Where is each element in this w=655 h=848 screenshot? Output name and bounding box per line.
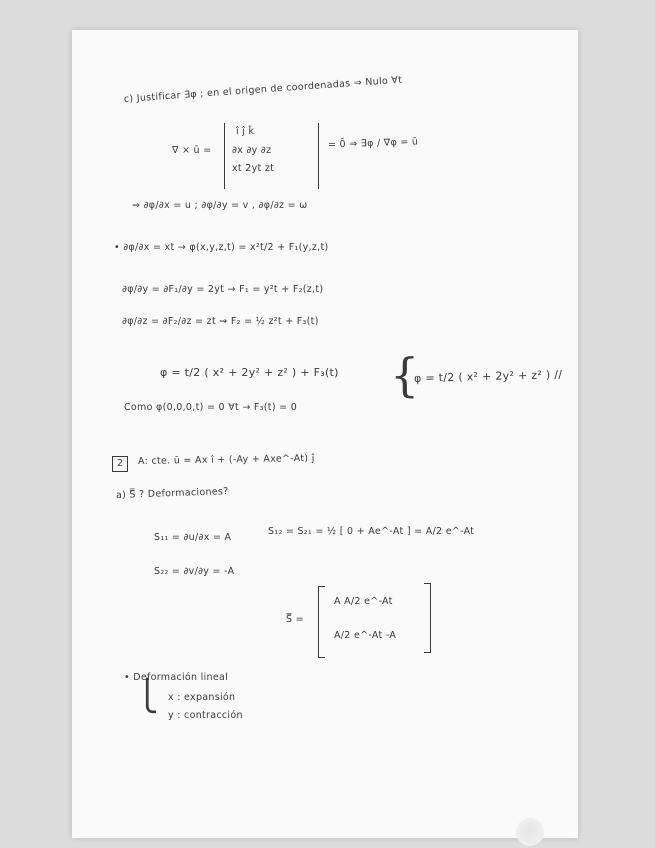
s22-eq: S₂₂ = ∂v/∂y = -A — [154, 566, 235, 577]
potential-relations: ⇒ ∂φ/∂x = u ; ∂φ/∂y = v , ∂φ/∂z = ω — [132, 200, 308, 211]
result-brace: { — [390, 348, 420, 402]
integrate-z: ∂φ/∂z = ∂F₂/∂z = zt ⇝ F₂ = ½ z²t + F₃(t) — [122, 316, 319, 327]
det-row-3: xt 2yt zt — [232, 163, 275, 174]
phi-general: φ = t/2 ( x² + 2y² + z² ) + F₃(t) — [160, 366, 339, 379]
part-c-title: c) Justificar ∃φ ; en el origen de coordenadas ⇒ Nulo ∀t — [123, 74, 403, 105]
curl-result: = 0̄ ⇒ ∃φ / ∇φ = ū — [327, 136, 419, 151]
curl-lhs: ∇ × ū = — [172, 145, 212, 156]
det-row-1: î ĵ k̂ — [236, 126, 255, 137]
det-row-2: ∂x ∂y ∂z — [232, 145, 272, 156]
note-brace: ⎩ — [136, 679, 159, 714]
boundary-condition: Como φ(0,0,0,t) = 0 ∀t → F₃(t) = 0 — [124, 402, 298, 413]
phi-final: φ = t/2 ( x² + 2y² + z² ) // — [413, 368, 563, 385]
note-y: y : contracción — [168, 710, 243, 721]
problem-number-box: 2 — [112, 456, 128, 472]
part-a-title: a) S̿ ? Deformaciones? — [115, 486, 229, 501]
note-x: x : expansión — [168, 692, 236, 703]
notebook-page — [72, 30, 578, 838]
problem-2-statement: A: cte. ū = Ax î + (-Ay + Axe^-At) ĵ — [137, 452, 315, 467]
det-bar-right — [318, 123, 319, 189]
matrix-bracket-right — [424, 583, 431, 653]
strain-matrix-lhs: S̿ = — [286, 614, 304, 625]
s12-eq: S₁₂ = S₂₁ = ½ [ 0 + Ae^-At ] = A/2 e^-At — [268, 526, 475, 537]
integrate-x: • ∂φ/∂x = xt → φ(x,y,z,t) = x²t/2 + F₁(y,z,t) — [114, 242, 329, 253]
s11-eq: S₁₁ = ∂u/∂x = A — [154, 532, 232, 543]
integrate-y: ∂φ/∂y = ∂F₁/∂y = 2yt → F₁ = y²t + F₂(z,t) — [122, 284, 324, 295]
strain-row-2: A/2 e^-At -A — [334, 630, 397, 641]
deformation-note: • Deformación lineal — [124, 672, 229, 683]
matrix-bracket-left — [318, 586, 325, 658]
paper-smudge — [516, 818, 544, 846]
strain-row-1: A A/2 e^-At — [334, 596, 393, 607]
det-bar-left — [224, 123, 225, 189]
